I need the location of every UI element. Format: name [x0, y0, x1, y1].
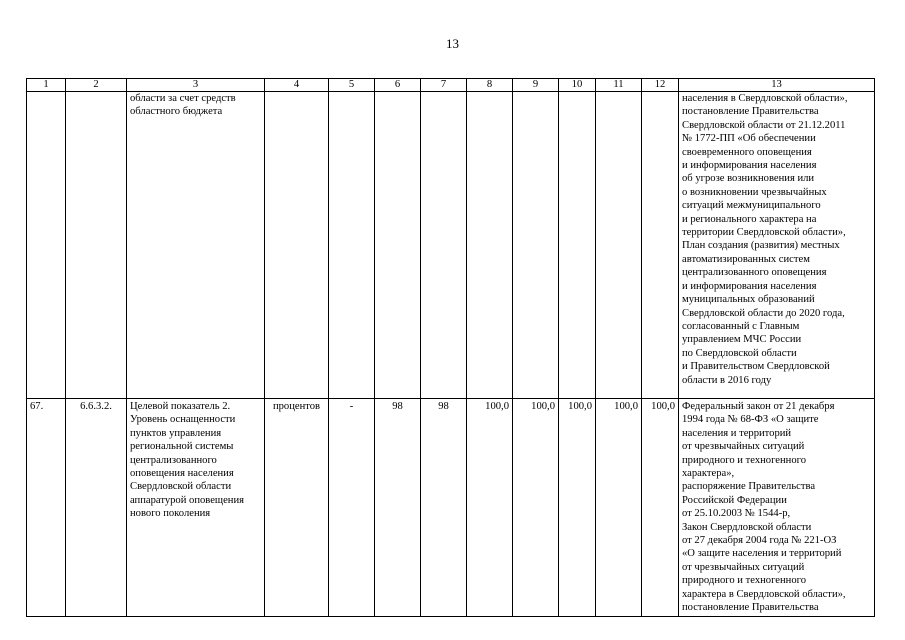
- column-header: 11: [596, 79, 642, 92]
- indicator-name-cell: Целевой показатель 2. Уровень оснащенности пунктов управления региональной системы централизованного оповещения населения Свердловской области аппаратурой оповещения нового поколения: [127, 399, 265, 617]
- page-number: 13: [446, 36, 459, 51]
- value-cell: 98: [375, 399, 421, 617]
- table-row-continued: [27, 92, 875, 399]
- table-cell: [467, 92, 513, 399]
- column-header: 1: [27, 79, 66, 92]
- table-cell: [596, 92, 642, 399]
- legal-basis-cell: Федеральный закон от 21 декабря 1994 года № 68-ФЗ «О защите населения и территорий от чрезвычайных ситуаций природного и техногенного характера», распоряжение Правительства Российской Федерации от 25.10.2003 № 1544-р, Закон Свердловской области от 27 декабря 2004 года № 221-ОЗ «О защите населения и территорий от чрезвычайных ситуаций природного и техногенного характера в Свердловской области», постановление Правительства: [679, 399, 875, 617]
- value-cell: 98: [421, 399, 467, 617]
- column-header: 7: [421, 79, 467, 92]
- value-cell: 100,0: [467, 399, 513, 617]
- program-indicators-table: [26, 78, 875, 617]
- table-cell: [642, 92, 679, 399]
- row-number-cell: 67.: [27, 399, 66, 617]
- table-header-row: [27, 79, 875, 92]
- unit-cell: процентов: [265, 399, 329, 617]
- value-cell: 100,0: [596, 399, 642, 617]
- value-cell: 100,0: [559, 399, 596, 617]
- column-header: 12: [642, 79, 679, 92]
- column-header: 5: [329, 79, 375, 92]
- column-header: 13: [679, 79, 875, 92]
- value-cell: 100,0: [513, 399, 559, 617]
- table-cell: [375, 92, 421, 399]
- value-cell: 100,0: [642, 399, 679, 617]
- table-cell: [329, 92, 375, 399]
- column-header: 2: [66, 79, 127, 92]
- column-header: 6: [375, 79, 421, 92]
- table-cell: [513, 92, 559, 399]
- legal-basis-cell: населения в Свердловской области», постановление Правительства Свердловской области от 21.12.2011 № 1772-ПП «Об обеспечении своевременного оповещения и информирования населения об угрозе возникновения или о возникновении чрезвычайных ситуаций межмуниципального и регионального характера на территории Свердловской области», План создания (развития) местных автоматизированных систем централизованного оповещения и информирования населения муниципальных образований Свердловской области до 2020 года, согласованный с Главным управлением МЧС России по Свердловской области и Правительством Свердловской области в 2016 году: [679, 92, 875, 399]
- table-cell: [66, 92, 127, 399]
- column-header: 9: [513, 79, 559, 92]
- column-header: 8: [467, 79, 513, 92]
- value-cell: -: [329, 399, 375, 617]
- table-cell: [265, 92, 329, 399]
- table-cell: [559, 92, 596, 399]
- column-header: 4: [265, 79, 329, 92]
- table-cell: [421, 92, 467, 399]
- table-cell: [27, 92, 66, 399]
- table-row-67: [27, 399, 875, 617]
- row-code-cell: 6.6.3.2.: [66, 399, 127, 617]
- indicator-name-cell: области за счет средств областного бюджета: [127, 92, 265, 399]
- column-header: 3: [127, 79, 265, 92]
- column-header: 10: [559, 79, 596, 92]
